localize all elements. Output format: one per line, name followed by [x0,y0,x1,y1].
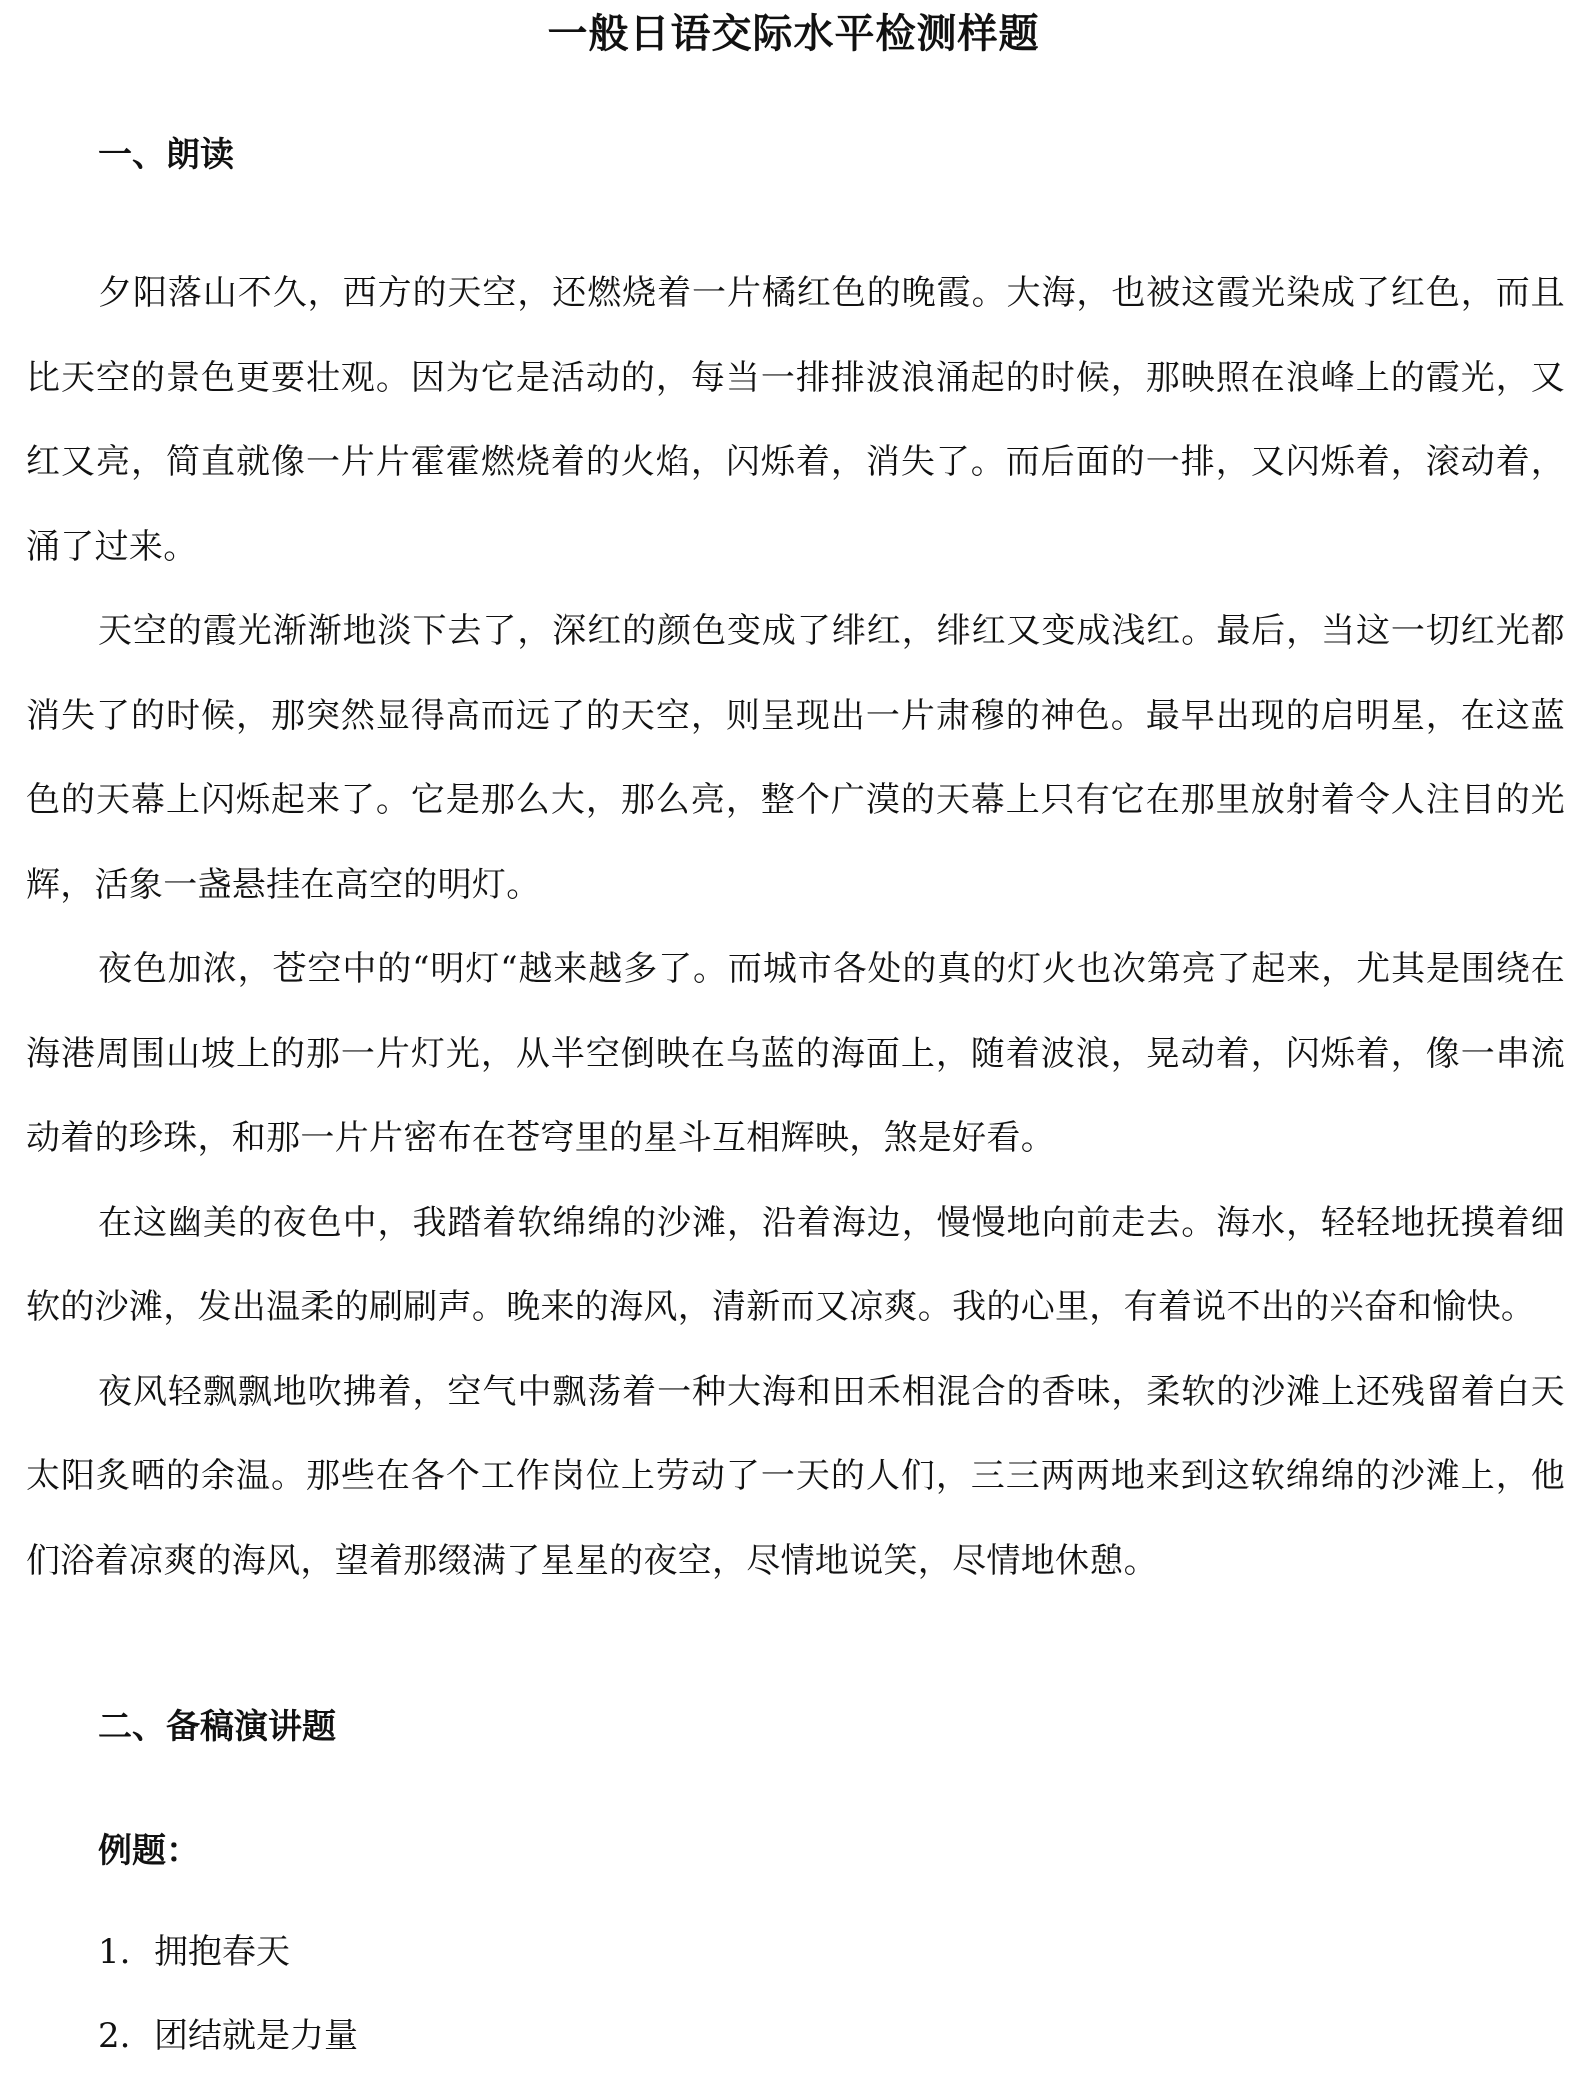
reading-paragraph-5: 夜风轻飘飘地吹拂着，空气中飘荡着一种大海和田禾相混合的香味，柔软的沙滩上还残留着白天太阳炙晒的余温。那些在各个工作岗位上劳动了一天的人们，三三两两地来到这软绵绵的沙滩上，他们浴着凉爽的海风，望着那缀满了星星的夜空，尽情地说笑，尽情地休憩。 [26,1371,1565,1581]
section-speech-heading: 二、备稿演讲题 [98,1707,336,1747]
reading-passage [26,251,1565,1603]
example-topic-item [98,1910,358,1994]
examples-label: 例题： [98,1831,200,1871]
reading-paragraph-4: 在这幽美的夜色中，我踏着软绵绵的沙滩，沿着海边，慢慢地向前走去。海水，轻轻地抚摸着细软的沙滩，发出温柔的刷刷声。晚来的海风，清新而又凉爽。我的心里，有着说不出的兴奋和愉快。 [26,1202,1565,1327]
example-topic-number: 1. [98,1932,131,1972]
reading-paragraph-1: 夕阳落山不久，西方的天空，还燃烧着一片橘红色的晚霞。大海，也被这霞光染成了红色，而且比天空的景色更要壮观。因为它是活动的，每当一排排波浪涌起的时候，那映照在浪峰上的霞光，又红又亮，简直就像一片片霍霍燃烧着的火焰，闪烁着，消失了。而后面的一排，又闪烁着，滚动着，涌了过来。 [26,273,1565,567]
example-topic-text: 团结就是力量 [154,2016,358,2056]
example-topic-number: 2. [98,2016,131,2056]
document-title: 一般日语交际水平检测样题 [547,11,1040,57]
example-topics-list [98,1910,358,2078]
example-topic-item [98,1994,358,2078]
example-topic-text: 拥抱春天 [154,1932,290,1972]
section-reading-heading: 一、朗读 [98,135,234,175]
reading-paragraph-2: 天空的霞光渐渐地淡下去了，深红的颜色变成了绯红，绯红又变成浅红。最后，当这一切红光都消失了的时候，那突然显得高而远了的天空，则呈现出一片肃穆的神色。最早出现的启明星，在这蓝色的天幕上闪烁起来了。它是那么大，那么亮，整个广漠的天幕上只有它在那里放射着令人注目的光辉，活象一盏悬挂在高空的明灯。 [26,611,1565,905]
reading-paragraph-3: 夜色加浓，苍空中的“明灯“越来越多了。而城市各处的真的灯火也次第亮了起来，尤其是围绕在海港周围山坡上的那一片灯光，从半空倒映在乌蓝的海面上，随着波浪，晃动着，闪烁着，像一串流动着的珍珠，和那一片片密布在苍穹里的星斗互相辉映，煞是好看。 [26,949,1565,1158]
